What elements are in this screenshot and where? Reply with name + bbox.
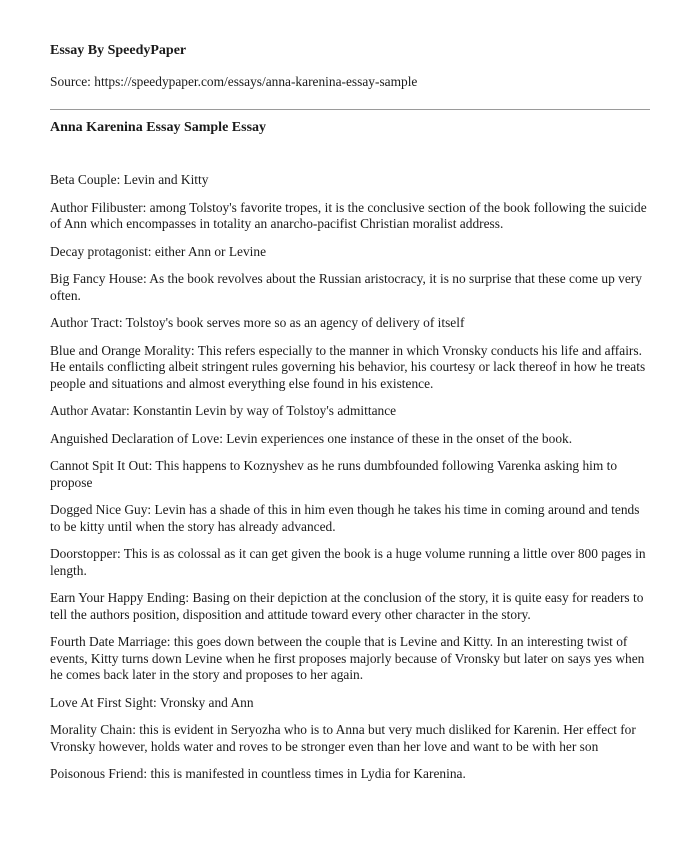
paragraph: Blue and Orange Morality: This refers especially to the manner in which Vronsky conducts his life and affairs. He entails conflicting albeit stringent rules governing his behavior, his courtesy or lack thereof in how he treats people and situations and almost everything else found in his existence. [50, 342, 646, 391]
paragraph: Big Fancy House: As the book revolves about the Russian aristocracy, it is no surprise that these come up very often. [50, 271, 642, 303]
essay-source-heading: Essay By SpeedyPaper [50, 43, 187, 58]
paragraph: Earn Your Happy Ending: Basing on their depiction at the conclusion of the story, it is quite easy for readers to tell the authors position, disposition and attitude toward every other character in the story. [50, 590, 644, 622]
paragraph: Poisonous Friend: this is manifested in countless times in Lydia for Karenina. [50, 766, 466, 781]
paragraph: Morality Chain: this is evident in Seryozha who is to Anna but very much disliked for Karenin. Her effect for Vronsky however, holds water and roves to be stronger even than her love and want to be with her son [50, 722, 636, 754]
essay-title: Anna Karenina Essay Sample Essay [50, 120, 267, 135]
essay-body [50, 172, 650, 794]
paragraph: Anguished Declaration of Love: Levin experiences one instance of these in the onset of the book. [50, 430, 573, 446]
source-url-line: Source: https://speedypaper.com/essays/anna-karenina-essay-sample [50, 74, 418, 89]
paragraph: Love At First Sight: Vronsky and Ann [50, 694, 254, 710]
paragraph: Beta Couple: Levin and Kitty [50, 172, 209, 187]
paragraph: Cannot Spit It Out: This happens to Koznyshev as he runs dumbfounded following Varenka asking him to propose [50, 458, 618, 490]
paragraph: Dogged Nice Guy: Levin has a shade of this in him even though he takes his time in coming around and tends to be kitty until when the story has already advanced. [50, 502, 640, 534]
paragraph: Doorstopper: This is as colossal as it can get given the book is a huge volume running a little over 800 pages in length. [50, 546, 646, 578]
paragraph: Fourth Date Marriage: this goes down between the couple that is Levine and Kitty. In an interesting twist of events, Kitty turns down Levine when he first proposes majorly because of Vronsky but later on says yes when he comes back later in the story and proposes to her again. [50, 634, 645, 682]
paragraph: Decay protagonist: either Ann or Levine [50, 243, 267, 259]
paragraph: Author Filibuster: among Tolstoy's favorite tropes, it is the conclusive section of the book following the suicide of Ann which encompasses in totality an anarcho-pacifist Christian moralist address. [50, 199, 647, 231]
horizontal-divider [50, 109, 650, 110]
paragraph: Author Tract: Tolstoy's book serves more so as an agency of delivery of itself [50, 315, 465, 330]
paragraph: Author Avatar: Konstantin Levin by way of Tolstoy's admittance [50, 403, 397, 418]
